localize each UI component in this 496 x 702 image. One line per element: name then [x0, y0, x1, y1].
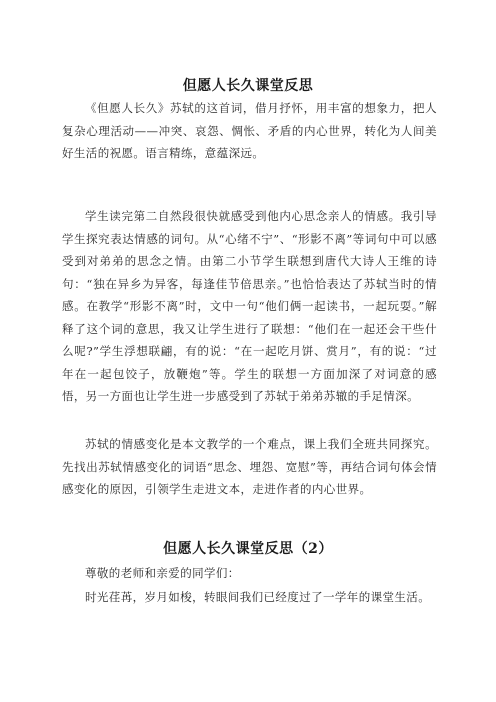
- section-title-2: 但愿人长久课堂反思（2）: [163, 541, 333, 557]
- paragraph-greeting: 尊敬的老师和亲爱的同学们：: [85, 566, 240, 580]
- document-title: 但愿人长久课堂反思: [182, 78, 314, 94]
- paragraph-intro: 《但愿人长久》苏轼的这首词，借月抒怀，用丰富的想象力，把人复杂心理活动——冲突、哀怨、惆怅、矛盾的内心世界，转化为人间美好生活的祝愿。语言精练，意蕴深远。: [62, 101, 437, 160]
- paragraph-difficulty: 苏轼的情感变化是本文教学的一个难点，课上我们全班共同探究。先找出苏轼情感变化的词语“思念、埋怨、宽慰”等，再结合词句体会情感变化的原因，引领学生走进文本，走进作者的内心世界。: [62, 437, 437, 496]
- paragraph-opening: 时光荏苒，岁月如梭，转眼间我们已经度过了一学年的课堂生活。: [85, 590, 431, 604]
- paragraph-emotion: 学生读完第二自然段很快就感受到他内心思念亲人的情感。我引导学生探究表达情感的词句。从“心绪不宁”、“形影不离”等词句中可以感受到对弟弟的思念之情。由第二小节学生联想到唐代大诗人王维的诗句：“独在异乡为异客，每逢佳节倍思亲。”也恰恰表达了苏轼当时的情感。在教学“形影不离”时，文中一句“他们俩一起读书，一起玩耍。”解释了这个词的意思，我又让学生进行了联想：“他们在一起还会干些什么呢?”学生浮想联翩，有的说：“在一起吃月饼、赏月”，有的说：“过年在一起包饺子，放鞭炮”等。学生的联想一方面加深了对词意的感悟，另一方面也让学生进一步感受到了苏轼于弟弟苏辙的手足情深。: [62, 209, 437, 403]
